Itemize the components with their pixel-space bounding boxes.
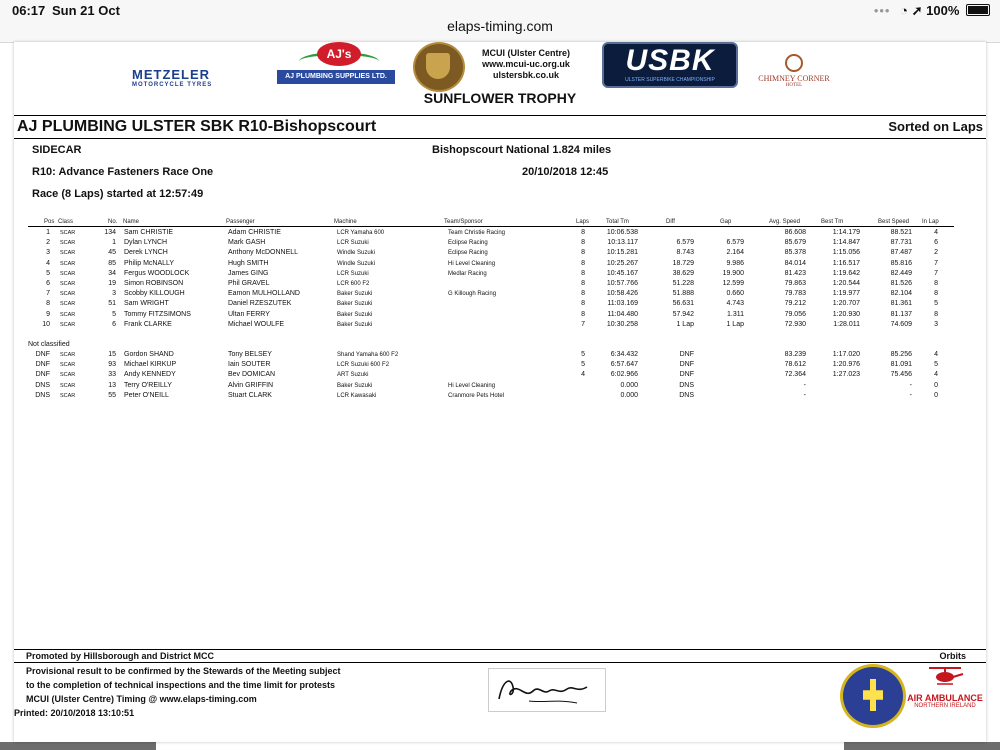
medical-crest-icon [840,664,906,728]
cell-laps: 8 [581,259,585,267]
cell-best: 1:20.544 [832,280,860,287]
table-row [14,238,986,248]
cell-total: 6:57.647 [610,361,638,369]
cell-in-lap: 8 [934,280,938,287]
table-row [14,391,986,401]
cell-avg: 86.608 [784,229,806,236]
cell-best-speed: 74.609 [890,320,912,328]
cell-team: Hi Level Cleaning [448,260,496,267]
cell-best-speed: 88.521 [890,229,912,236]
cell-no: 5 [112,310,116,318]
orbits-label: Orbits [939,651,966,661]
cell-in-lap: 4 [934,371,938,379]
mcui-info: MCUI (Ulster Centre) www.mcui-uc.org.uk ulstersbk.co.uk [481,48,570,80]
cell-best: 1:28.011 [833,320,860,328]
cell-gap: 2.164 [726,249,744,257]
usbk-logo: USBK ULSTER SUPERBIKE CHAMPIONSHIP [602,42,738,88]
cell-best-speed: - [909,391,912,399]
wifi-icon: ◔ [900,3,908,18]
cell-best-speed: 81.526 [890,280,912,287]
cell-name: Michael KIRKUP [124,361,177,369]
cell-machine: Windle Suzuki [337,250,376,257]
cell-name: Frank CLARKE [124,320,172,328]
cell-class: SCAR [60,250,76,257]
race-start: Race (8 Laps) started at 12:57:49 [32,188,204,200]
aj-name: AJ PLUMBING SUPPLIES LTD. [277,70,395,84]
club-crest-icon [413,42,465,92]
cell-diff: DNS [679,391,694,399]
aj-plumbing-logo [277,42,395,86]
cell-class: SCAR [60,301,76,308]
cell-laps: 8 [581,280,585,287]
cell-diff: DNS [679,381,694,389]
cell-avg: 79.863 [784,280,806,287]
cell-best: 1:16.517 [832,259,860,267]
cell-name: Derek LYNCH [124,249,168,257]
cell-passenger: Bev DOMICAN [228,371,276,379]
table-row [14,259,986,269]
cell-name: Fergus WOODLOCK [124,269,190,277]
cell-avg: 85.378 [784,249,806,257]
event-title: AJ PLUMBING ULSTER SBK R10-Bishopscourt [17,118,377,135]
cell-name: Simon ROBINSON [124,280,184,287]
cell-no: 33 [108,371,116,379]
cell-class: SCAR [60,392,76,399]
cell-team: G Killough Racing [448,291,497,298]
cell-diff: 18.729 [672,259,694,267]
cell-pos: 2 [46,239,50,247]
cell-no: 93 [108,361,116,369]
cell-class: SCAR [60,372,76,379]
table-row [14,350,986,360]
cell-no: 55 [108,391,116,399]
cell-pos: 1 [46,229,50,236]
table-row [14,370,986,380]
date: Sun 21 Oct [52,3,120,18]
cell-machine: ART Suzuki [337,372,369,379]
cell-laps: 4 [581,371,585,379]
cell-laps: 8 [581,310,585,318]
cell-avg: 79.212 [784,300,806,308]
cell-best: 1:14.179 [832,229,860,236]
cell-gap: 12.599 [722,280,744,287]
address-bar-url[interactable]: elaps-timing.com [447,18,553,34]
steward-signature [488,668,606,712]
cell-best: 1:27.023 [832,371,860,379]
table-row [14,279,986,289]
cell-diff: DNF [679,371,694,379]
cell-pos: 3 [46,249,50,257]
cell-no: 1 [112,239,116,247]
cell-laps: 8 [581,239,585,247]
cell-machine: Baker Suzuki [337,291,373,298]
cell-diff: 6.579 [676,239,694,247]
race-name: R10: Advance Fasteners Race One [32,166,214,178]
cell-avg: - [803,391,806,399]
cell-total: 10:57.766 [606,280,638,287]
cell-best-speed: 75.456 [890,371,912,379]
chimney-corner-logo: CHIMNEY CORNER HOTEL [746,54,842,88]
cell-class: SCAR [60,270,76,277]
cell-name: Dylan LYNCH [124,239,168,247]
cell-in-lap: 6 [934,239,938,247]
cell-gap: 9.986 [726,259,744,267]
cell-in-lap: 0 [934,381,938,389]
cell-machine: LCR Suzuki [337,240,369,247]
clock: 06:17 [12,3,46,18]
cell-in-lap: 2 [934,249,938,257]
event-title-bar [14,115,986,139]
cell-diff: 8.743 [676,249,694,257]
cell-diff: 56.631 [672,300,694,308]
cell-machine: Baker Suzuki [337,321,373,328]
cell-laps: 7 [581,320,585,328]
cell-in-lap: 4 [934,351,938,358]
cell-machine: Baker Suzuki [337,382,373,389]
printed-timestamp: Printed: 20/10/2018 13:10:51 [14,708,135,718]
cell-name: Sam WRIGHT [124,300,169,308]
cell-laps: 5 [581,351,585,358]
cell-laps: 8 [581,300,585,308]
cell-passenger: Adam CHRISTIE [228,229,281,236]
cell-no: 15 [108,351,116,358]
cell-best-speed: 81.137 [890,310,912,318]
cell-machine: LCR 600 F2 [337,281,370,287]
cell-total: 11:03.169 [607,300,638,308]
cell-diff: DNF [679,361,694,369]
cell-total: 10:15.281 [606,249,638,257]
cell-total: 10:58.426 [606,290,638,298]
cell-best: 1:15.056 [832,249,860,257]
cell-pos: 7 [46,290,50,298]
cell-avg: 83.239 [784,351,806,358]
cell-pos: 8 [46,300,50,308]
system-indicators [874,3,990,19]
cell-in-lap: 7 [934,259,938,267]
cell-best: 1:17.020 [832,351,860,358]
sort-label: Sorted on Laps [888,119,983,134]
table-row [14,299,986,309]
cell-machine: LCR Suzuki [337,270,369,277]
cell-best: 1:14.847 [832,239,860,247]
cell-avg: 85.679 [784,239,806,247]
cell-laps: 8 [581,269,585,277]
cell-name: Tommy FITZSIMONS [124,310,191,318]
cell-passenger: James GING [228,269,269,277]
cell-passenger: Hugh SMITH [228,259,269,267]
cell-no: 19 [108,280,116,287]
cell-in-lap: 0 [934,391,938,399]
table-row [14,310,986,320]
cell-passenger: Alvin GRIFFIN [228,381,274,389]
cell-avg: 72.364 [784,371,806,379]
cell-no: 34 [108,269,116,277]
cell-laps: 8 [581,229,585,236]
cell-no: 45 [108,249,116,257]
cell-best-speed: 87.731 [890,239,912,247]
cell-machine: Baker Suzuki [337,311,373,318]
cell-best-speed: 85.816 [890,259,912,267]
cell-best-speed: 81.091 [890,361,912,369]
cell-team: Eclipse Racing [448,240,488,247]
cell-passenger: Ultan FERRY [228,310,270,318]
cell-class: SCAR [60,230,76,236]
cell-total: 6:34.432 [610,351,638,358]
cell-no: 51 [108,300,116,308]
cell-passenger: Tony BELSEY [228,351,272,358]
cell-best-speed: 81.361 [890,300,912,308]
cell-best: 1:20.930 [832,310,860,318]
cell-team: Cranmore Pets Hotel [448,392,505,399]
cell-class: SCAR [60,382,76,389]
cell-name: Terry O'REILLY [124,381,172,389]
location-icon: ➚ [911,3,923,18]
timing-credit: MCUI (Ulster Centre) Timing @ www.elaps-timing.com [26,694,257,704]
cell-pos: DNF [35,361,50,369]
cell-passenger: Michael WOULFE [228,320,285,328]
cell-best-speed: 85.256 [890,351,912,358]
promoted-by: Promoted by Hillsborough and District MCC [26,651,215,661]
provisional-notice: Provisional result to be confirmed by the Stewards of the Meeting subject to the completion of technical inspections and the time limit for protests MCUI (Ulster Centre) Timing @ www.elaps-timing.com [26,666,341,704]
cell-name: Peter O'NEILL [124,391,169,399]
cell-passenger: Iain SOUTER [228,361,271,369]
cell-best-speed: 82.449 [890,269,912,277]
cell-passenger: Phil GRAVEL [228,280,270,287]
cell-machine: LCR Kawasaki [337,392,377,399]
cell-passenger: Anthony McDONNELL [228,249,299,257]
cell-in-lap: 5 [934,300,938,308]
cell-best: 1:20.976 [832,361,860,369]
cell-gap: 19.900 [722,269,744,277]
cell-team: Eclipse Racing [448,250,488,257]
cell-pos: 6 [46,280,50,287]
footer-bar [14,649,986,663]
cell-diff: 38.629 [672,269,694,277]
status-bar [0,0,1000,43]
cell-avg: - [803,381,806,389]
table-row [14,381,986,391]
cell-in-lap: 5 [934,361,938,369]
cell-avg: 72.930 [784,320,806,328]
next-page-preview [156,742,844,750]
cell-best-speed: 87.487 [890,249,912,257]
chimney-ring-icon [785,54,803,72]
cell-total: 0.000 [620,381,638,389]
cell-total: 10:13.117 [607,239,638,247]
cell-class: SCAR [60,291,76,298]
cell-name: Philip McNALLY [124,259,175,267]
cell-no: 85 [108,259,116,267]
cell-gap: 4.743 [726,300,744,308]
cell-name: Scobby KILLOUGH [124,290,185,298]
table-row [14,289,986,299]
cell-avg: 81.423 [784,269,806,277]
header-divider [28,226,954,227]
battery-icon [966,4,990,16]
aj-badge: AJ's [317,42,361,66]
cell-no: 6 [112,320,116,328]
cell-pos: DNF [35,371,50,379]
cell-class: SCAR [60,260,76,267]
multitask-dots-icon[interactable]: ••• [873,3,891,18]
cell-in-lap: 7 [934,269,938,277]
cell-passenger: Stuart CLARK [228,391,272,399]
cell-diff: 57.942 [672,310,694,318]
cell-team: Hi Level Cleaning [448,382,496,389]
helicopter-icon [925,664,965,688]
battery-percent: 100% [926,3,960,18]
cell-avg: 79.783 [784,290,806,298]
cell-diff: DNF [679,351,694,358]
trophy-title: SUNFLOWER TROPHY [423,90,577,106]
cell-laps: 8 [581,249,585,257]
cell-gap: 1 Lap [726,320,744,328]
cell-laps: 8 [581,290,585,298]
cell-no: 3 [112,290,116,298]
cell-diff: 1 Lap [676,320,694,328]
cell-no: 134 [104,229,116,236]
cell-best: 1:19.977 [832,290,860,298]
cell-gap: 0.660 [726,290,744,298]
cell-passenger: Daniel RZESZUTEK [228,300,292,308]
cell-class: SCAR [60,352,76,358]
cell-no: 13 [108,381,116,389]
cell-avg: 78.612 [784,361,806,369]
cell-name: Sam CHRISTIE [124,229,174,236]
cell-pos: 10 [42,320,50,328]
cell-total: 11:04.480 [607,310,638,318]
cell-team: Team Christie Racing [448,230,506,236]
cell-laps: 5 [581,361,585,369]
metzeler-logo: METZELER MOTORCYCLE TYRES [132,67,213,88]
cell-best-speed: - [909,381,912,389]
cell-machine: LCR Yamaha 600 [337,230,385,236]
cell-pos: 9 [46,310,50,318]
cell-avg: 84.014 [784,259,806,267]
cell-diff: 51.888 [672,290,694,298]
cell-in-lap: 8 [934,290,938,298]
cell-class: SCAR [60,281,76,287]
cell-total: 10:30.258 [606,320,638,328]
cell-total: 0.000 [620,391,638,399]
cell-name: Gordon SHAND [124,351,174,358]
cell-in-lap: 8 [934,310,938,318]
race-datetime: 20/10/2018 12:45 [522,166,609,178]
table-row [14,360,986,370]
cell-machine: Shand Yamaha 600 F2 [337,352,399,358]
cell-avg: 79.056 [784,310,806,318]
cell-gap: 6.579 [726,239,744,247]
cell-best: 1:19.642 [832,269,860,277]
cell-total: 10:06.538 [606,229,638,236]
cell-name: Andy KENNEDY [124,371,176,379]
cell-class: SCAR [60,321,76,328]
venue: Bishopscourt National 1.824 miles [432,144,612,156]
cell-team: Medlar Racing [448,270,487,277]
cell-best: 1:20.707 [832,300,860,308]
cell-total: 10:45.167 [606,269,638,277]
cell-total: 6:02.966 [610,371,638,379]
cell-best-speed: 82.104 [890,290,912,298]
cell-in-lap: 4 [934,229,938,236]
table-row [14,228,986,238]
cell-pos: DNS [35,381,50,389]
cell-machine: LCR Suzuki 600 F2 [337,362,390,369]
table-row [14,269,986,279]
cell-pos: 4 [46,259,50,267]
not-classified-label: Not classified [28,341,70,348]
cell-passenger: Eamon MULHOLLAND [228,290,300,298]
cell-gap: 1.311 [727,310,744,318]
cell-diff: 51.228 [672,280,694,287]
cell-machine: Windle Suzuki [337,260,376,267]
cell-total: 10:25.267 [606,259,638,267]
cell-machine: Baker Suzuki [337,301,373,308]
cell-class: SCAR [60,240,76,247]
table-row [14,320,986,330]
cell-passenger: Mark GASH [228,239,266,247]
cell-class: SCAR [60,362,76,369]
class-name: SIDECAR [32,144,82,156]
air-ambulance-logo: AIR AMBULANCE NORTHERN IRELAND [907,664,983,709]
cell-pos: DNF [35,351,50,358]
table-row [14,248,986,258]
cell-in-lap: 3 [934,320,938,328]
cell-pos: DNS [35,391,50,399]
cell-class: SCAR [60,311,76,318]
cell-pos: 5 [46,269,50,277]
results-document: METZELER MOTORCYCLE TYRES AJ's AJ PLUMBING SUPPLIES LTD. MCUI (Ulster Centre) www.mcui-uc.org.uk ulstersbk.co.uk USBK ULSTER SUPERBIKE CHAMPIONSHIP CHIMNEY CORNER HOTEL SUNFLOWER TROPHY AJ PLUMBING ULSTER SBK R10-Bishopscourt Sorted on Laps SIDECAR Bishopscourt National 1.824 miles R10: Advance Fasteners Race One 20/10/2018 12:45 Race (8 Laps) started at 12:57:49 Pos Class No. Name Passenger Machine Team/Sponsor Laps Total Tm Diff Gap Avg. Speed Best Tm Best Speed In Lap 1 SCAR 134 Sam CHRISTIE Adam CHRISTIE LCR Yamaha 600 Team Christie Racing 8 10:06.538 86.608 1:14.179 88.521 4 2 SCAR 1 Dylan LYNCH Mark GASH LCR Suzuki Eclipse Racing 8 10:13.117 6.579 6.579 85.679 1:14.847 87.731 6 3 SCAR 45 Derek LYNCH Anthony McDONNELL Windle Suzuki Eclipse Racing 8 10:15.281 8.743 2.164 85.378 1:15.056 87.487 2 4 SCAR 85 Philip McNALLY Hugh SMITH Windle Suzuki Hi Level Cleaning 8 10:25.267 18.729 9.986 84.014 1:16.517 85.816 7 5 SCAR 34 Fergus WOODLOCK James GING LCR Suzuki Medlar Racing 8 10:45.167 38.629 19.900 81.423 1:19.642 82.449 7 6 SCAR 19 Simon ROBINSON Phil GRAVEL LCR 600 F2 8 10:57.766 51.228 12.599 79.863 1:20.544 81.526 8 7 SCAR 3 Scobby KILLOUGH Eamon MULHOLLAND Baker Suzuki G Killough Racing 8 10:58.426 51.888 0.660 79.783 1:19.977 82.104 8 8 SCAR 51 Sam WRIGHT Daniel RZESZUTEK Baker Suzuki 8 11:03.169 56.631 4.743 79.212 1:20.707 81.361 5 9 SCAR 5 Tommy FITZSIMONS Ultan FERRY Baker Suzuki 8 11:04.480 57.942 1.311 79.056 1:20.930 81.137 8 10 SCAR 6 Frank CLARKE Michael WOULFE Baker Suzuki 7 10:30.258 1 Lap 1 Lap 72.930 1:28.011 74.609 3 Not classified DNF SCAR 15 Gordon SHAND Tony BELSEY Shand Yamaha 600 F2 5 6:34.432 DNF 83.239 1:17.020 85.256 4 DNF SCAR 93 Michael KIRKUP Iain SOUTER LCR Suzuki 600 F2 5 6:57.647 DNF 78.612 1:20.976 81.091 5 DNF SCAR 33 Andy KENNEDY Bev DOMICAN ART Suzuki 4 6:02.966 DNF 72.364 1:27.023 75.456 4 DNS SCAR 13 Terry O'REILLY Alvin GRIFFIN Baker Suzuki Hi Level Cleaning 0.000 DNS - - 0 DNS SCAR 55 Peter O'NEILL Stuart CLARK LCR Kawasaki Cranmore Pets Hotel 0.000 DNS - - 0 Promoted by Hillsborough and District MCC Orbits Provisional result to be confirmed by the Stewards of the Meeting subject to the completion of technical inspections and the time limit for protests MCUI (Ulster Centre) Timing @ www.elaps-timing.com Printed: 20/10/2018 13:10:51 AIR AMBULANCE NORTHERN IRELAND [14,42,986,742]
